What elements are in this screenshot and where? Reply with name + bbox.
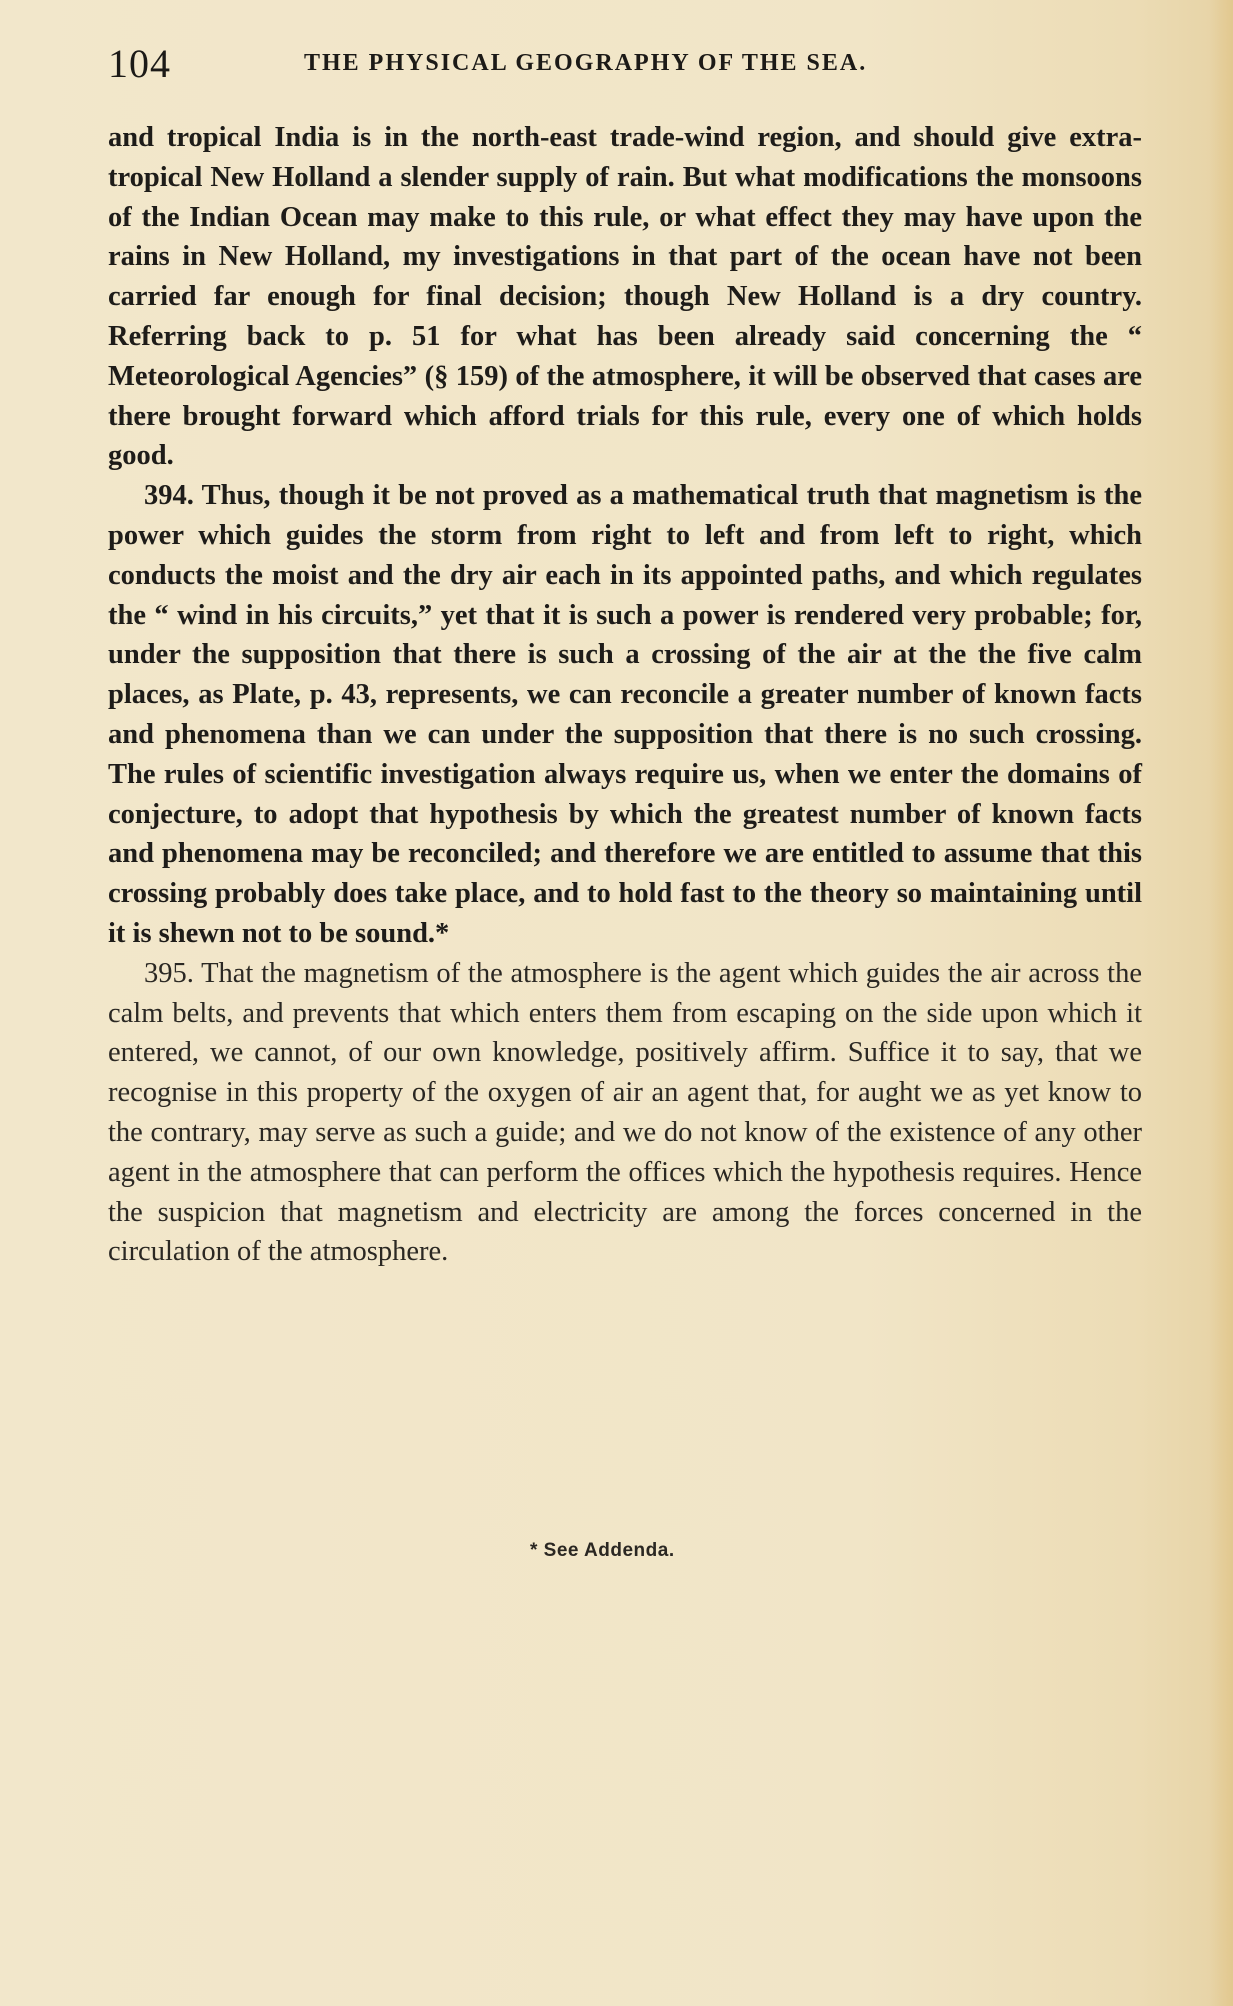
body-text (108, 118, 1142, 1272)
footnote: * See Addenda. (530, 1540, 675, 1561)
page-edge-shadow (1209, 0, 1233, 2006)
paragraph-394: 394. Thus, though it be not proved as a mathematical truth that magnetism is the power which guides the storm from right to left and from left to right, which conducts the moist and the dry air each in its appointed paths, and which regulates the “ wind in his circuits,” yet that it is such a power is rendered very probable; for, under the supposition that there is such a crossing of the air at the the five calm places, as Plate, p. 43, represents, we can reconcile a greater number of known facts and phenomena than we can under the supposition that there is no such crossing. The rules of scientific investigation always require us, when we enter the domains of conjecture, to adopt that hypothesis by which the greatest number of known facts and phenomena may be reconciled; and therefore we are entitled to assume that this crossing probably does take place, and to hold fast to the theory so maintaining until it is shewn not to be sound.* (108, 480, 1142, 949)
page-header (108, 40, 1142, 90)
paragraph-395: 395. That the magnetism of the atmosphere is the agent which guides the air across the calm belts, and prevents that which enters them from escaping on the side upon which it entered, we cannot, of our own knowledge, positively affirm. Suffice it to say, that we recognise in this property of the oxygen of air an agent that, for aught we as yet know to the contrary, may serve as such a guide; and we do not know of the existence of any other agent in the atmosphere that can perform the offices which the hypothesis requires. Hence the suspicion that magnetism and electricity are among the forces concerned in the circulation of the atmosphere. (108, 957, 1142, 1268)
paragraph-continued: and tropical India is in the north-east trade-wind region, and should give extra-tropical New Holland a slender supply of rain. But what modifications the monsoons of the Indian Ocean may make to this rule, or what effect they may have upon the rains in New Holland, my investigations in that part of the ocean have not been carried far enough for final decision; though New Holland is a dry country. Referring back to p. 51 for what has been already said concerning the “ Meteorological Agencies” (§ 159) of the atmosphere, it will be observed that cases are there brought forward which afford trials for this rule, every one of which holds good. (108, 122, 1142, 472)
page-number: 104 (108, 41, 171, 86)
running-title: THE PHYSICAL GEOGRAPHY OF THE SEA. (304, 50, 868, 76)
